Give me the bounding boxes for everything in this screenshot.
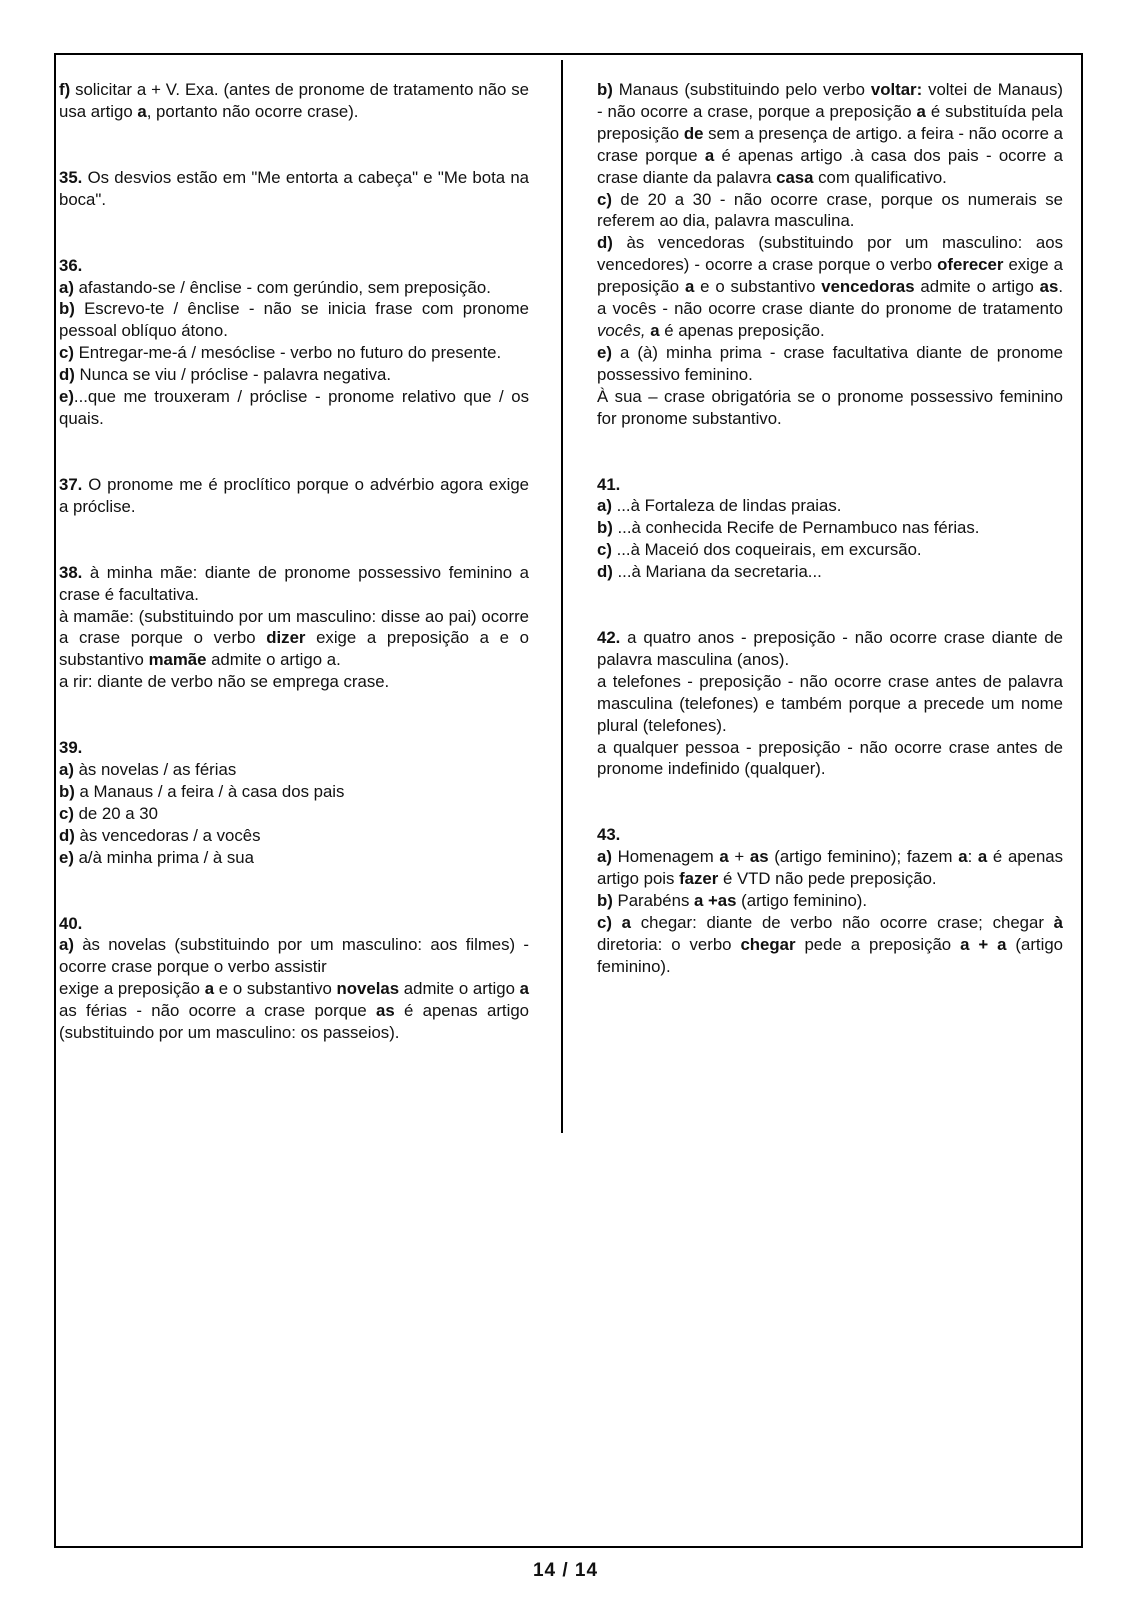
left-column — [59, 79, 529, 1044]
answer-39-number: 39. — [59, 738, 83, 758]
answer-43-number: 43. — [597, 825, 621, 845]
answer-41-c: c) ...à Maceió dos coqueirais, em excursão. — [597, 540, 922, 560]
page-number: 14 / 14 — [532, 1560, 599, 1581]
answer-38-line1: 38. à minha mãe: diante de pronome possessivo feminino a crase é facultativa. — [59, 562, 529, 604]
answer-36-a: a) afastando-se / ênclise - com gerúndio, sem preposição. — [59, 277, 491, 297]
answer-41-a: a) ...à Fortaleza de lindas praias. — [597, 496, 842, 516]
answer-36-d: d) Nunca se viu / próclise - palavra negativa. — [59, 365, 392, 385]
answer-41-b: b) ...à conhecida Recife de Pernambuco nas férias. — [597, 518, 980, 538]
answer-40-a-line2: exige a preposição a e o substantivo novelas admite o artigo a as férias - não ocorre a crase porque as é apenas artigo (substituindo por um masculino: os passeios). — [59, 979, 529, 1043]
answer-43-b: b) Parabéns a +as (artigo feminino). — [597, 891, 868, 911]
answer-43-a: a) Homenagem a + as (artigo feminino); fazem a: a é apenas artigo pois fazer é VTD não pede preposição. — [597, 847, 1063, 889]
answer-f: f) solicitar a + V. Exa. (antes de pronome de tratamento não se usa artigo a, portanto não ocorre crase). — [59, 80, 529, 121]
answer-42-line1: 42. a quatro anos - preposição - não ocorre crase diante de palavra masculina (anos). — [597, 628, 1063, 669]
answer-39-a: a) às novelas / as férias — [59, 760, 237, 780]
right-column — [597, 79, 1063, 978]
answer-40-c: c) de 20 a 30 - não ocorre crase, porque os numerais se referem ao dia, palavra masculina. — [597, 189, 1063, 231]
answer-40-b: b) Manaus (substituindo pelo verbo voltar: voltei de Manaus) - não ocorre a crase, porque a preposição a é substituída pela preposição de sem a presença de artigo. a feira - não ocorre a crase porque a é apenas artigo .à casa dos pais - ocorre a crase diante da palavra casa com qualificativo. — [597, 80, 1063, 187]
answer-41-number: 41. — [597, 474, 621, 494]
answer-43-c: c) a chegar: diante de verbo não ocorre crase; chegar à diretoria: o verbo chegar pede a preposição a + a (artigo feminino). — [597, 913, 1063, 976]
answer-41-d: d) ...à Mariana da secretaria... — [597, 562, 822, 582]
answer-38-line2: à mamãe: (substituindo por um masculino: disse ao pai) ocorre a crase porque o verbo dizer exige a preposição a e o substantivo mamãe admite o artigo a. — [59, 606, 529, 670]
answer-36-c: c) Entregar-me-á / mesóclise - verbo no futuro do presente. — [59, 343, 502, 363]
answer-39-b: b) a Manaus / a feira / à casa dos pais — [59, 781, 345, 801]
answer-40-e: e) a (à) minha prima - crase facultativa diante de pronome possessivo feminino. — [597, 342, 1063, 384]
answer-40-e-line2: À sua – crase obrigatória se o pronome possessivo feminino for pronome substantivo. — [597, 386, 1063, 428]
answer-36-b: b) Escrevo-te / ênclise - não se inicia frase com pronome pessoal oblíquo átono. — [59, 299, 529, 341]
answer-40-a-line1: a) às novelas (substituindo por um masculino: aos filmes) - ocorre crase porque o verbo assistir — [59, 935, 529, 977]
answer-39-e: e) a/à minha prima / à sua — [59, 847, 254, 867]
answer-36-number: 36. — [59, 255, 83, 275]
answer-42-line2: a telefones - preposição - não ocorre crase antes de palavra masculina (telefones) e também porque a precede um nome plural (telefones). — [597, 671, 1063, 735]
answer-40-number: 40. — [59, 913, 83, 933]
answer-39-d: d) às vencedoras / a vocês — [59, 825, 261, 845]
answer-42-line3: a qualquer pessoa - preposição - não ocorre crase antes de pronome indefinido (qualquer). — [597, 737, 1063, 779]
answer-38-line3: a rir: diante de verbo não se emprega crase. — [59, 672, 390, 692]
column-divider — [561, 60, 563, 1133]
answer-36-e: e)...que me trouxeram / próclise - pronome relativo que / os quais. — [59, 387, 529, 428]
answer-39-c: c) de 20 a 30 — [59, 803, 158, 823]
answer-40-d: d) às vencedoras (substituindo por um masculino: aos vencedores) - ocorre a crase porque o verbo oferecer exige a preposição a e o substantivo vencedoras admite o artigo as. a vocês - não ocorre crase diante do pronome de tratamento vocês, a é apenas preposição. — [597, 233, 1064, 340]
answer-37: 37. O pronome me é proclítico porque o advérbio agora exige a próclise. — [59, 474, 529, 516]
answer-35: 35. Os desvios estão em "Me entorta a cabeça" e "Me bota na boca". — [59, 167, 529, 209]
